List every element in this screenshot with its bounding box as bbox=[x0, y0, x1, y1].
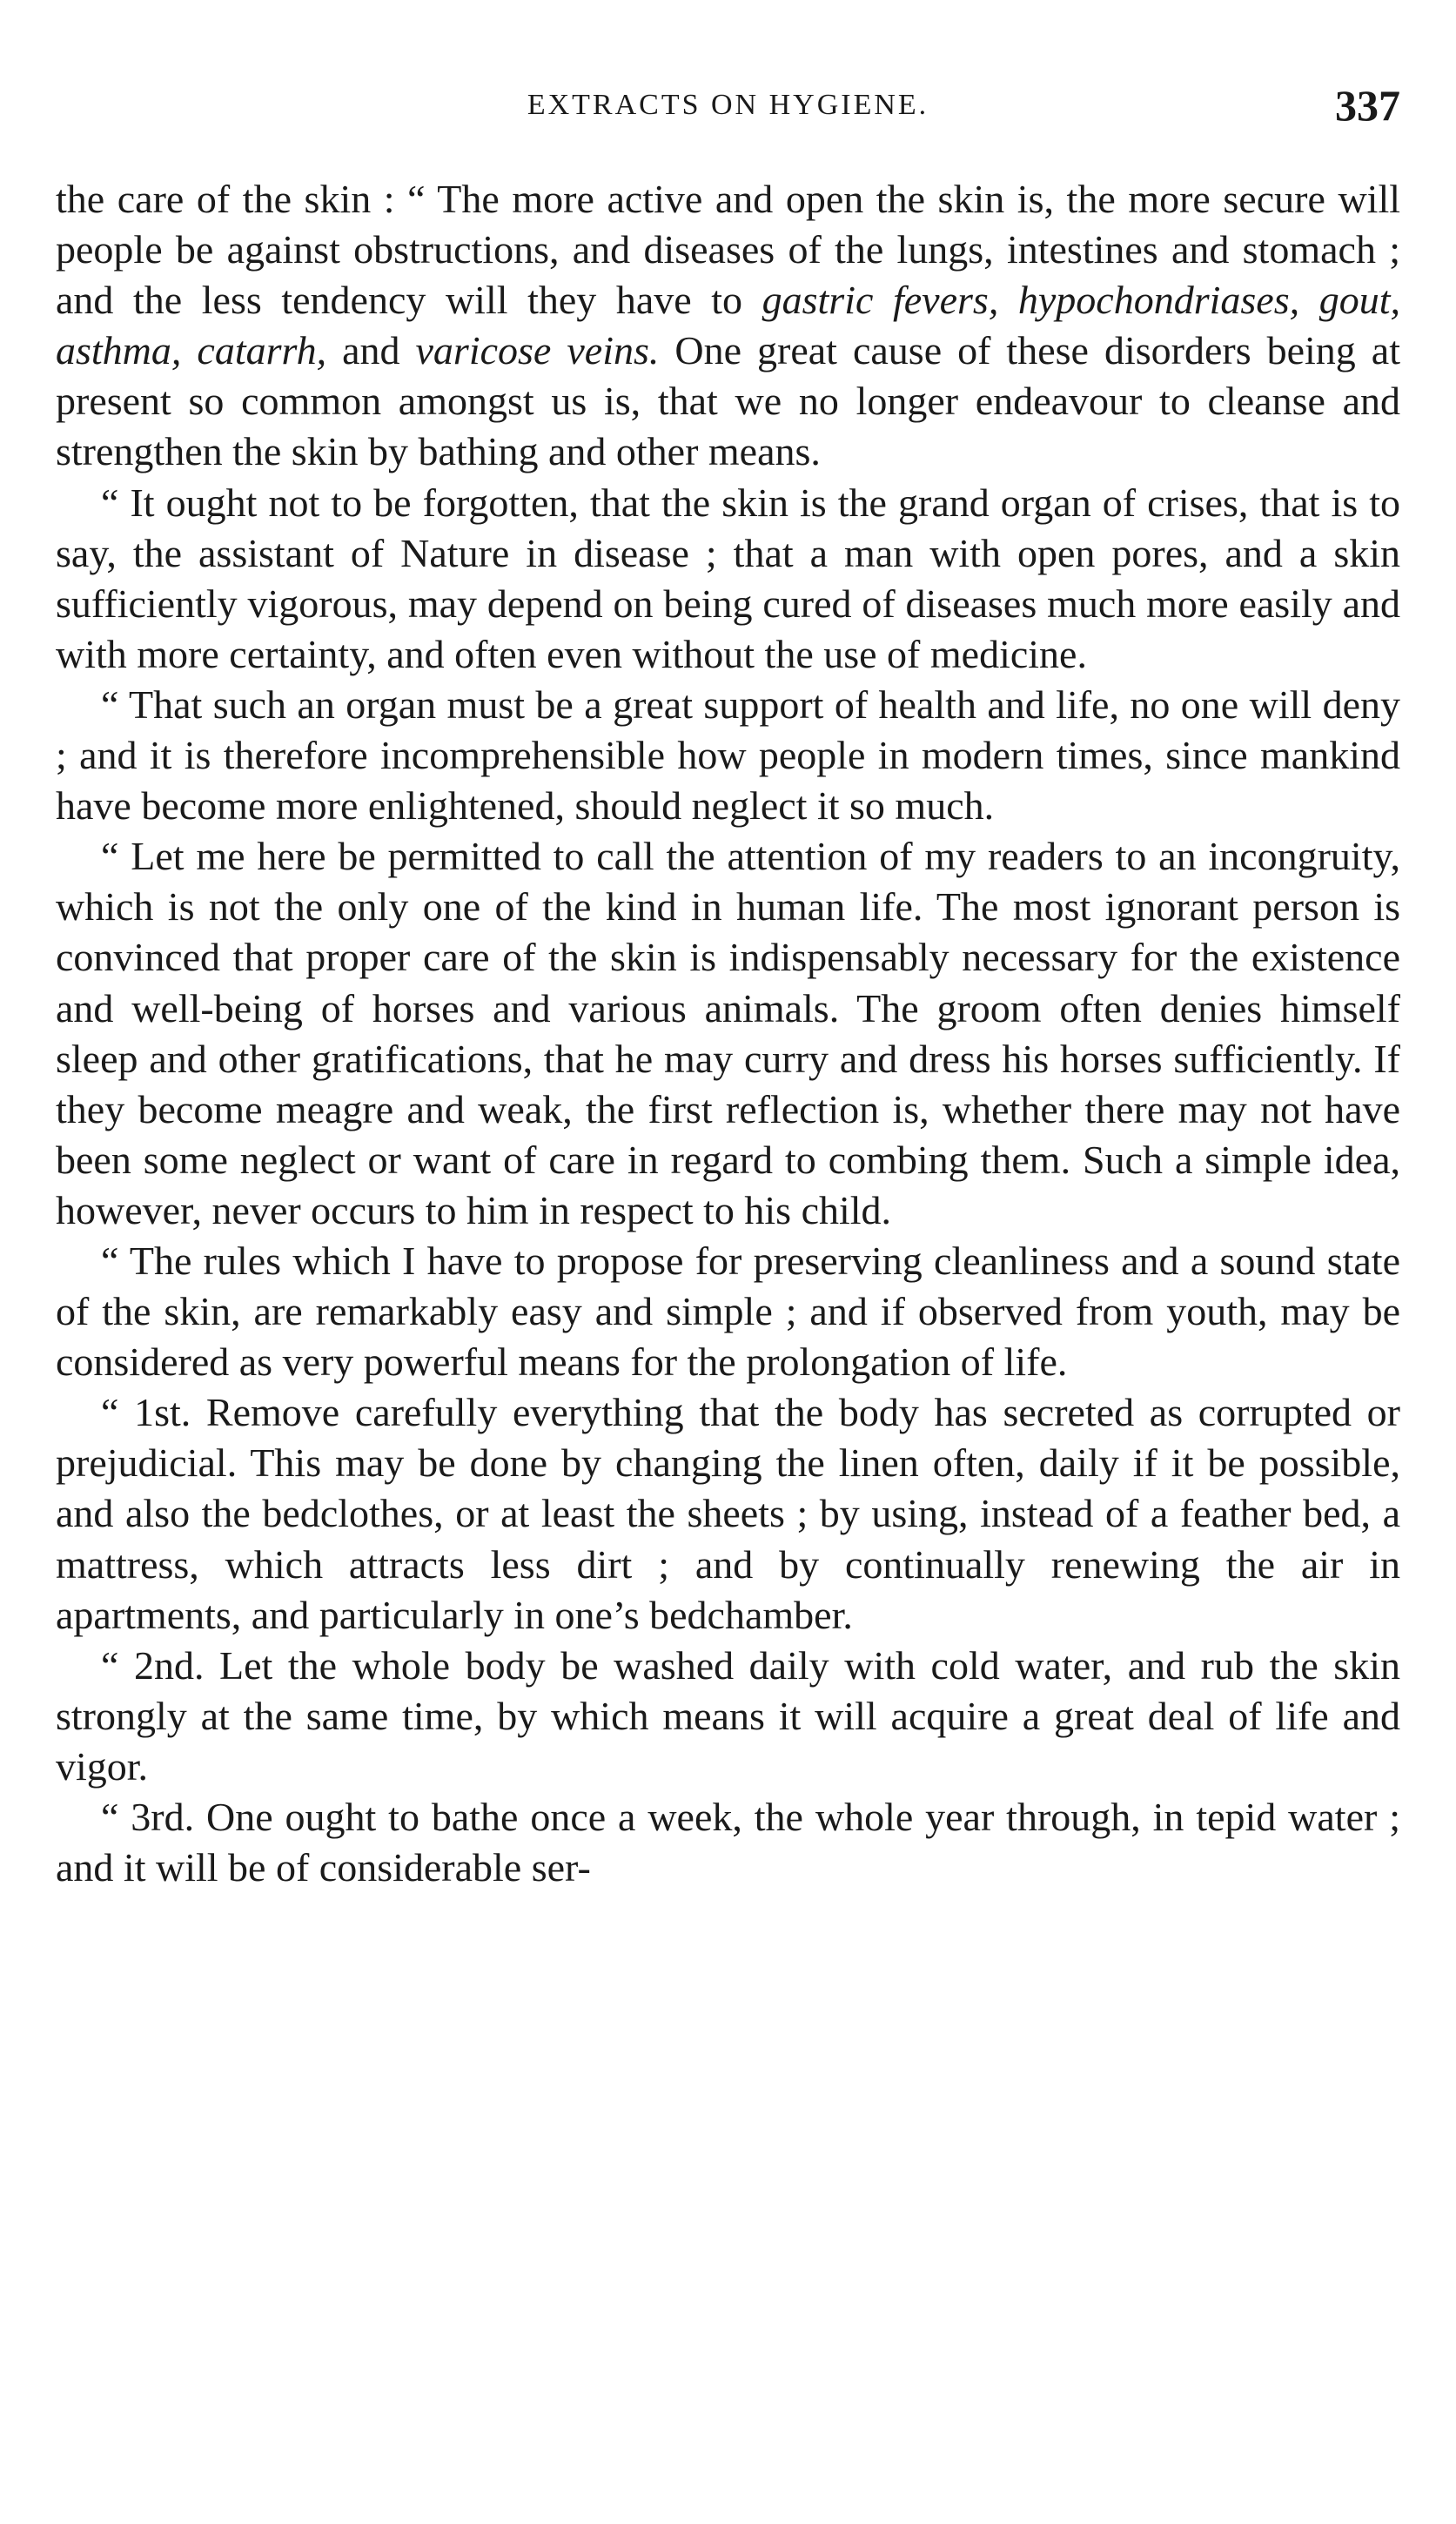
running-head bbox=[56, 80, 1400, 132]
page-number: 337 bbox=[1335, 81, 1400, 130]
paragraph-text: “ 3rd. One ought to bathe once a week, the whole year through, in tepid water ; and it will be of considerable ser- bbox=[56, 1795, 1400, 1890]
paragraph-text: and bbox=[326, 328, 416, 373]
body-text bbox=[56, 174, 1400, 1893]
paragraph-text: “ 2nd. Let the whole body be washed daily with cold water, and rub the skin strongly at the same time, by which means it will acquire a great deal of life and vigor. bbox=[56, 1642, 1400, 1789]
paragraph bbox=[56, 1792, 1400, 1893]
book-page bbox=[56, 0, 1400, 2524]
paragraph bbox=[56, 174, 1400, 478]
paragraph bbox=[56, 1387, 1400, 1640]
paragraph bbox=[56, 831, 1400, 1236]
paragraph-text: “ The rules which I have to propose for preserving cleanliness and a sound state of the skin, are remarkably easy and simple ; and if observed from youth, may be considered as very powerful means for the prolongation of life. bbox=[56, 1238, 1400, 1385]
italic-text: gastric fevers, hypochondriases, gout, asthma, catarrh, bbox=[56, 278, 1400, 373]
paragraph-text: “ 1st. Remove carefully everything that the body has secreted as corrupted or prejudicial. This may be done by changing the linen often, daily if it be possible, and also the bedclothes, or at least the sheets ; by using, instead of a feather bed, a mattress, which attracts less dirt ; and by continually renewing the air in apartments, and particularly in one’s bedchamber. bbox=[56, 1390, 1400, 1637]
paragraph-text: “ That such an organ must be a great support of health and life, no one will deny ; and it is therefore incomprehensible how people in modern times, since mankind have become more enlightened, should neglect it so much. bbox=[56, 681, 1400, 829]
paragraph-text: “ It ought not to be forgotten, that the skin is the grand organ of crises, that is to say, the assistant of Nature in disease ; that a man with open pores, and a skin sufficiently vigorous, may depend on being cured of diseases much more easily and with more certainty, and often even without the use of medicine. bbox=[56, 480, 1400, 676]
paragraph bbox=[56, 680, 1400, 831]
paragraph bbox=[56, 478, 1400, 680]
paragraph bbox=[56, 1236, 1400, 1387]
italic-text: varicose veins. bbox=[415, 328, 660, 373]
paragraph-text: the care of the skin : “ The more active and open the skin is, the more secure will people be against obstructions, and diseases of the lungs, intestines and stomach ; and the less tendency will they have to bbox=[56, 177, 1400, 323]
paragraph-text: One great cause of these disorders being at present so common amongst us is, that we no longer endeavour to cleanse and strengthen the skin by bathing and other means. bbox=[56, 328, 1400, 474]
paragraph bbox=[56, 1641, 1400, 1792]
running-title: EXTRACTS ON HYGIENE. bbox=[527, 89, 929, 121]
paragraph-text: “ Let me here be permitted to call the attention of my readers to an incongruity, which is not the only one of the kind in human life. The most ignorant person is convinced that proper care of the skin is indispensably necessary for the existence and well-being of horses and various animals. The groom often denies himself sleep and other gratifications, that he may curry and dress his horses sufficiently. If they become meagre and weak, the first reflection is, whether there may not have been some neglect or want of care in regard to combing them. Such a simple idea, however, never occurs to him in respect to his child. bbox=[56, 834, 1400, 1232]
